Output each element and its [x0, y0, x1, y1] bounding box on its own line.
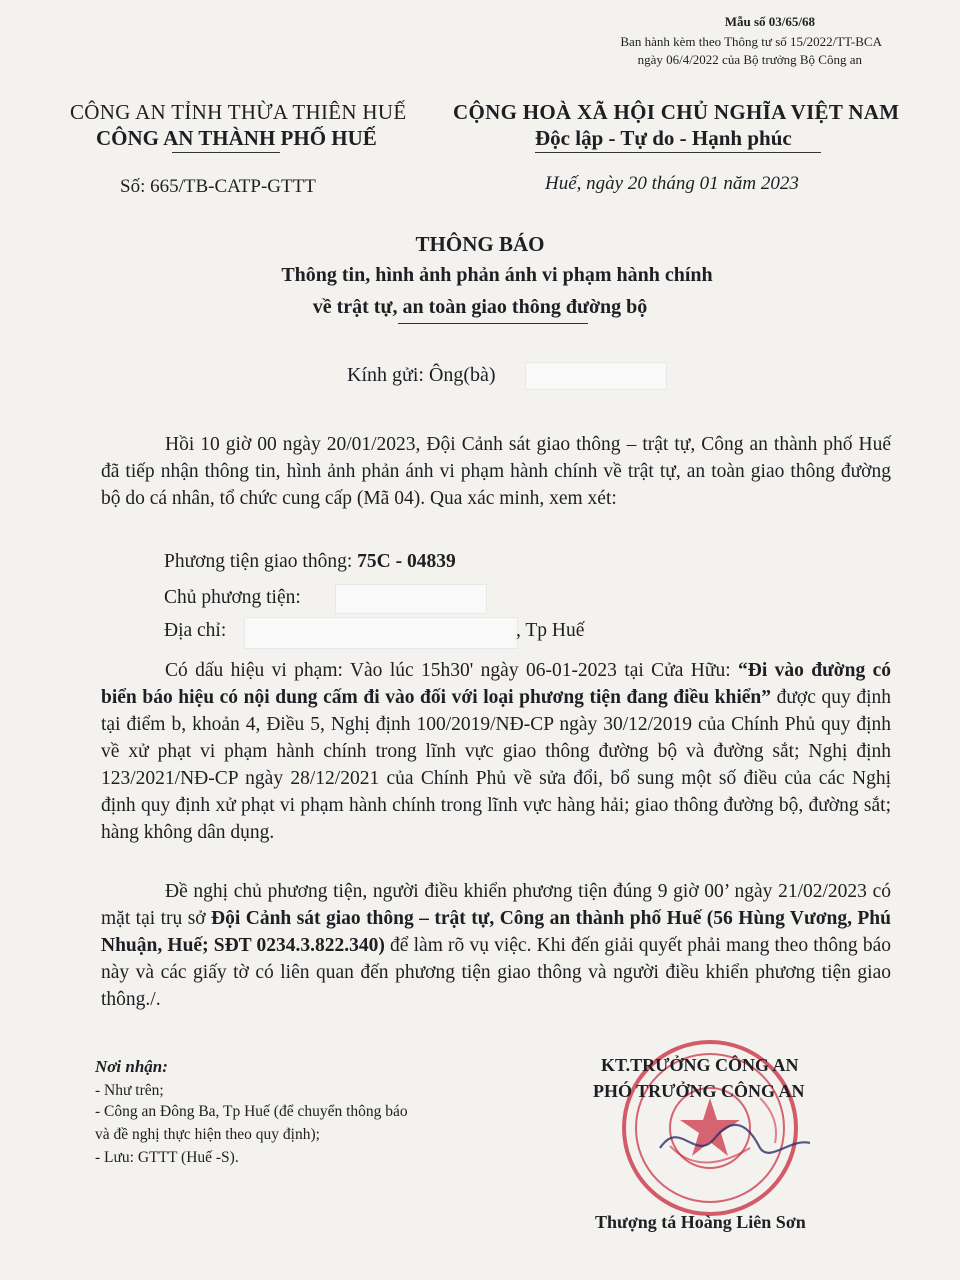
violation-description: “Đi vào đường có biển báo hiệu có nội dung cấm đi vào đối với loại phương tiện đang điều khiển” — [101, 660, 891, 708]
signer-name: Thượng tá Hoàng Liên Sơn — [595, 1212, 806, 1232]
paragraph-violation — [101, 657, 891, 846]
document-title: THÔNG BÁO — [415, 232, 545, 256]
vehicle-line — [164, 551, 456, 573]
violation-legal-basis: được quy định tại điểm b, khoản 4, Điều 5, Nghị định 100/2019/NĐ-CP ngày 30/12/2019 của Chính Phủ quy định về xử phạt vi phạm hành chính trong lĩnh vực giao thông đường bộ và đường sắt; Nghị định 123/2021/NĐ-CP ngày 28/12/2021 của Chính Phủ về sửa đổi, bổ sung một số điều của các Nghị định quy định xử phạt vi phạm hành chính trong lĩnh vực hàng hải; giao thông đường bộ, đường sắt; hàng không dân dụng. — [101, 687, 891, 843]
nation-title: CỘNG HOÀ XÃ HỘI CHỦ NGHĨA VIỆT NAM — [453, 100, 900, 124]
form-issuance-date-line: ngày 06/4/2022 của Bộ trưởng Bộ Công an — [637, 52, 862, 67]
place-date: Huế, ngày 20 tháng 01 năm 2023 — [545, 173, 799, 194]
recipient-label: Kính gửi: Ông(bà) — [347, 364, 496, 386]
paragraph-request — [101, 878, 891, 1013]
request-details: để làm rõ vụ việc. Khi đến giải quyết phải mang theo thông báo này và các giấy tờ có liên quan đến phương tiện giao thông và người điều khiển phương tiện giao thông./. — [101, 935, 891, 1010]
form-issuance-line: Ban hành kèm theo Thông tư số 15/2022/TT-BCA — [620, 34, 882, 49]
handwritten-signature — [640, 1108, 820, 1178]
form-number: Mẫu số 03/65/68 — [724, 14, 815, 29]
national-motto: Độc lập - Tự do - Hạnh phúc — [535, 126, 792, 150]
redacted-address — [244, 617, 518, 649]
owner-line — [164, 587, 301, 609]
address-line — [164, 620, 226, 642]
agency-name: CÔNG AN THÀNH PHỐ HUẾ — [96, 126, 377, 150]
redacted-name — [525, 362, 667, 390]
motto-underline — [535, 152, 821, 153]
agency-parent: CÔNG AN TỈNH THỪA THIÊN HUẾ — [70, 100, 407, 124]
owner-label: Chủ phương tiện: — [164, 587, 301, 608]
recipients-item: - Lưu: GTTT (Huế -S). — [95, 1149, 239, 1166]
recipients-label: Nơi nhận: — [95, 1057, 168, 1076]
vehicle-plate: 75C - 04839 — [357, 551, 456, 572]
document-number: Số: 665/TB-CATP-GTTT — [120, 176, 316, 197]
address-label: Địa chỉ: — [164, 620, 227, 641]
document-subtitle-1: Thông tin, hình ảnh phản ánh vi phạm hành chính — [281, 264, 713, 286]
recipients-item: - Như trên; — [95, 1082, 164, 1099]
signature-title-2: PHÓ TRƯỞNG CÔNG AN — [593, 1081, 805, 1101]
recipients-item: - Công an Đông Ba, Tp Huế (để chuyển thông báo — [95, 1103, 408, 1120]
request-intro: Đề nghị chủ phương tiện, người điều khiển phương tiện đúng 9 giờ 00’ ngày 21/02/2023 có mặt tại trụ sở — [101, 881, 891, 929]
redacted-owner — [335, 584, 487, 614]
subtitle-underline — [398, 323, 588, 324]
vehicle-label: Phương tiện giao thông: — [164, 551, 358, 572]
agency-underline — [172, 152, 280, 153]
request-office: Đội Cảnh sát giao thông – trật tự, Công an thành phố Huế (56 Hùng Vương, Phú Nhuận, Huế; SĐT 0234.3.822.340) — [101, 908, 892, 956]
address-city: , Tp Huế — [516, 620, 585, 641]
paragraph-intro: Hồi 10 giờ 00 ngày 20/01/2023, Đội Cảnh sát giao thông – trật tự, Công an thành phố Huế đã tiếp nhận thông tin, hình ảnh phản ánh vi phạm hành chính về trật tự, an toàn giao thông đường bộ do cá nhân, tổ chức cung cấp (Mã 04). Qua xác minh, xem xét: — [101, 434, 891, 509]
signature-title-1: KT.TRƯỞNG CÔNG AN — [601, 1055, 799, 1075]
violation-intro: Có dấu hiệu vi phạm: Vào lúc 15h30' ngày 06-01-2023 tại Cửa Hữu: — [165, 660, 738, 681]
recipients-item: và đề nghị thực hiện theo quy định); — [95, 1126, 320, 1143]
document-subtitle-2: về trật tự, an toàn giao thông đường bộ — [312, 296, 648, 318]
